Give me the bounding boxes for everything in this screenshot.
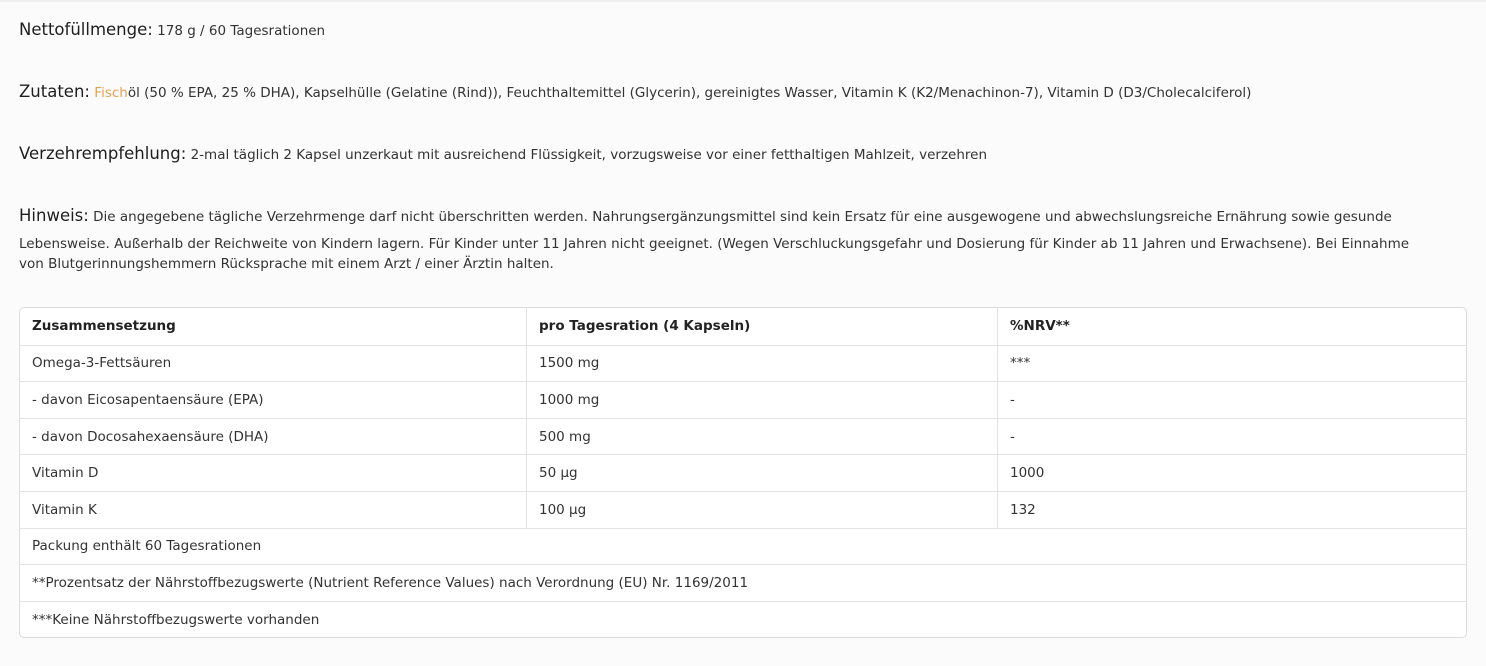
row-name: Omega-3-Fettsäuren	[32, 355, 172, 372]
table-row	[20, 381, 1466, 418]
footnote-package: Packung enthält 60 Tagesrationen	[32, 538, 262, 555]
row-nrv: -	[997, 419, 1466, 455]
row-amount: 1000 mg	[526, 382, 997, 418]
table-row	[20, 454, 1466, 491]
net-content-info	[19, 20, 1467, 41]
table-row	[20, 418, 1466, 455]
row-nrv: 132	[997, 492, 1466, 528]
row-amount: 100 µg	[526, 492, 997, 528]
nutrition-table	[19, 307, 1467, 638]
notice-info	[19, 206, 1467, 274]
header-composition: Zusammensetzung	[32, 318, 176, 335]
row-nrv: ***	[997, 346, 1466, 382]
net-content-value: 178 g / 60 Tagesrationen	[157, 23, 326, 39]
row-name: - davon Docosahexaensäure (DHA)	[32, 428, 269, 445]
net-content-label: Nettofüllmenge:	[19, 20, 153, 39]
ingredients-label: Zutaten:	[19, 82, 90, 101]
top-divider	[0, 0, 1486, 2]
header-per-daily-ration: pro Tagesration (4 Kapseln)	[526, 308, 997, 345]
notice-label: Hinweis:	[19, 206, 89, 225]
row-name: Vitamin K	[32, 501, 97, 518]
notice-text-2: Lebensweise. Außerhalb der Reichweite von Kindern lagern. Für Kinder unter 11 Jahren nicht geeignet. (Wegen Verschluckungsgefahr und Dosierung für Kinder ab 11 Jahren und Erwachsene). Bei Einnahme	[19, 236, 1410, 252]
notice-text-3: von Blutgerinnungshemmern Rücksprache mit einem Arzt / einer Ärztin halten.	[19, 256, 554, 272]
footnote-no-nrv: ***Keine Nährstoffbezugswerte vorhanden	[32, 611, 320, 628]
table-header-row	[20, 308, 1466, 345]
footnote-row	[20, 528, 1466, 565]
ingredients-highlight-link[interactable]: Fisch	[94, 85, 128, 101]
header-nrv: %NRV**	[997, 308, 1466, 345]
table-row	[20, 345, 1466, 382]
ingredients-info	[19, 82, 1467, 103]
footnote-row	[20, 601, 1466, 638]
row-amount: 1500 mg	[526, 346, 997, 382]
ingredients-value: öl (50 % EPA, 25 % DHA), Kapselhülle (Gelatine (Rind)), Feuchthaltemittel (Glycerin), gereinigtes Wasser, Vitamin K (K2/Menachinon-7), Vitamin D (D3/Cholecalciferol)	[127, 85, 1252, 101]
footnote-row	[20, 564, 1466, 601]
row-name: Vitamin D	[32, 465, 99, 482]
row-amount: 500 mg	[526, 419, 997, 455]
usage-recommendation-label: Verzehrempfehlung:	[19, 144, 187, 163]
notice-line-1	[19, 206, 1467, 234]
usage-recommendation-value: 2-mal täglich 2 Kapsel unzerkaut mit ausreichend Flüssigkeit, vorzugsweise vor einer fetthaltigen Mahlzeit, verzehren	[190, 147, 988, 163]
row-nrv: -	[997, 382, 1466, 418]
row-nrv: 1000	[997, 455, 1466, 491]
notice-text-1: Die angegebene tägliche Verzehrmenge darf nicht überschritten werden. Nahrungsergänzungsmittel sind kein Ersatz für eine ausgewogene und abwechslungsreiche Ernährung sowie gesunde	[93, 209, 1392, 225]
footnote-nrv: **Prozentsatz der Nährstoffbezugswerte (Nutrient Reference Values) nach Verordnung (EU) Nr. 1169/2011	[32, 574, 749, 591]
row-name: - davon Eicosapentaensäure (EPA)	[32, 391, 264, 408]
row-amount: 50 µg	[526, 455, 997, 491]
usage-recommendation-info	[19, 144, 1467, 165]
table-row	[20, 491, 1466, 528]
